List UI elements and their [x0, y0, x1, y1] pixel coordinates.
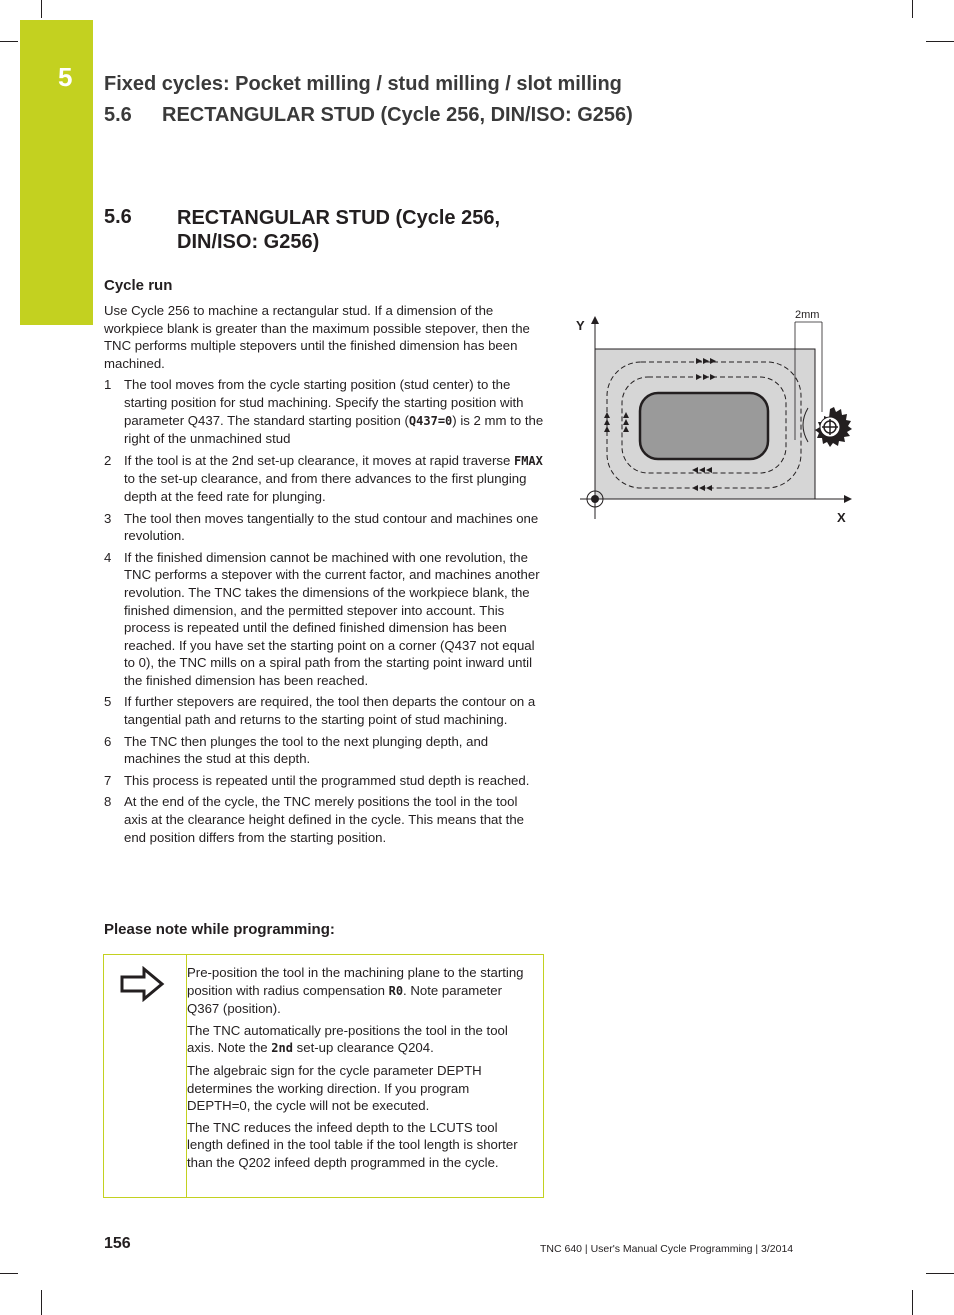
- running-header: [104, 104, 633, 127]
- section-number: 5.6: [104, 206, 132, 228]
- list-item: 8 At the end of the cycle, the TNC merely positions the tool in the tool axis at the clearance height defined in the cycle. This means that the end position differs from the starting position.: [104, 794, 525, 845]
- note-text: [187, 964, 533, 1176]
- crop-mark: [912, 0, 913, 18]
- page-number: 156: [104, 1235, 131, 1252]
- chapter-title: Fixed cycles: Pocket milling / stud milling / slot milling: [104, 73, 622, 95]
- x-axis-label: X: [837, 510, 846, 525]
- note-paragraph: The TNC reduces the infeed depth to the LCUTS tool length defined in the tool table if the tool length is shorter than the Q202 infeed depth programmed in the cycle.: [187, 1119, 518, 1170]
- cycle-run-heading: Cycle run: [104, 277, 173, 294]
- finished-stud: [640, 393, 768, 459]
- crop-mark: [0, 41, 18, 42]
- list-item: 6 The TNC then plunges the tool to the next plunging depth, and machines the stud at this depth.: [104, 733, 489, 767]
- list-item: 2 If the tool is at the 2nd set-up clearance, it moves at rapid traverse FMAX to the set-up clearance, and from there advances to the first plunging depth at the feed rate for plunging.: [104, 452, 543, 504]
- dimension-label: 2mm: [795, 309, 820, 321]
- crop-mark: [926, 1273, 954, 1274]
- list-item: 7 This process is repeated until the programmed stud depth is reached.: [104, 772, 530, 788]
- list-item: 1 The tool moves from the cycle starting position (stud center) to the starting position for stud machining. Specify the starting position with parameter Q437. The standard starting position (Q437=0) is 2 mm to the right of the unmachined stud: [104, 377, 544, 447]
- note-paragraph: The algebraic sign for the cycle parameter DEPTH determines the working direction. If you program DEPTH=0, the cycle will not be executed.: [187, 1062, 482, 1114]
- milling-tool: [815, 407, 852, 447]
- stud-milling-diagram: [560, 300, 860, 530]
- list-item: 4 If the finished dimension cannot be machined with one revolution, the TNC performs a stepover with the current factor, and machines another revolution. The TNC takes the dimensions of the workpiece blank, the finished dimension, and the permitted stepover into account. This process is repeated until the defined finished dimension has been reached. If you have set the starting point on a corner (Q437 not equal to 0), the TNC mills on a spiral path from the starting point inward until the finished dimension has been reached.: [104, 549, 540, 688]
- cycle-run-body: [104, 302, 544, 850]
- list-item: 5 If further stepovers are required, the tool then departs the contour on a tangential path and returns to the starting point of stud machining.: [104, 694, 536, 728]
- crop-mark: [41, 1290, 42, 1315]
- note-paragraph: The TNC automatically pre-positions the tool in the tool axis. Note the 2nd set-up clearance Q204.: [187, 1022, 508, 1056]
- intro-paragraph: Use Cycle 256 to machine a rectangular stud. If a dimension of the workpiece blank is greater than the maximum possible stepover, then the TNC performs multiple stepovers until the finished dimension has been machined.: [104, 303, 530, 371]
- note-paragraph: Pre-position the tool in the machining plane to the starting position with radius compensation R0. Note parameter Q367 (position).: [187, 965, 524, 1017]
- notes-heading: Please note while programming:: [104, 921, 335, 938]
- crop-mark: [926, 41, 954, 42]
- footer-text: TNC 640 | User's Manual Cycle Programming | 3/2014: [540, 1243, 794, 1255]
- crop-mark: [41, 0, 42, 18]
- step-list: [104, 376, 544, 846]
- running-header-number: 5.6: [104, 104, 132, 126]
- chapter-number: 5: [58, 62, 73, 92]
- section-title-text: RECTANGULAR STUD (Cycle 256, DIN/ISO: G256): [177, 207, 501, 253]
- chapter-tab: [20, 20, 93, 325]
- crop-mark: [0, 1273, 18, 1274]
- list-item: 3 The tool then moves tangentially to the stud contour and machines one revolution.: [104, 510, 539, 544]
- note-box: [103, 954, 544, 1198]
- crop-mark: [912, 1290, 913, 1315]
- running-header-title: RECTANGULAR STUD (Cycle 256, DIN/ISO: G256): [162, 104, 633, 126]
- arrow-right-icon: [120, 966, 166, 1002]
- y-axis-label: Y: [576, 318, 585, 333]
